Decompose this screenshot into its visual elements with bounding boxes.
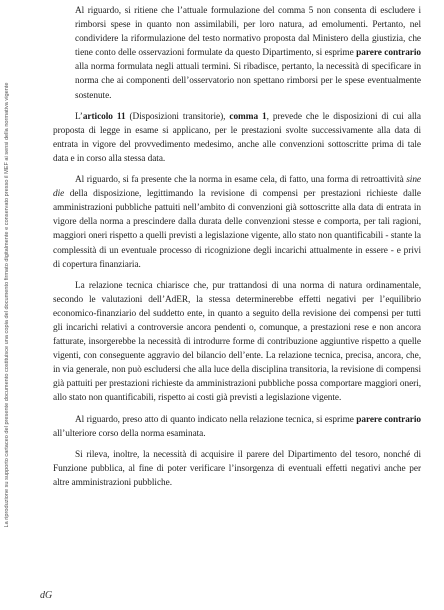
text-run: La relazione tecnica chiarisce che, pur trattandosi di una norma di natura ordinamentale, secondo le valutazioni dell’AdER, la stessa determinerebbe effetti negativi per l’equilibrio economico-finanziario del suddetto ente, in quanto a seguito della revisione dei compensi per tutti gli incarichi relativi a controversie ancora pendenti o, comunque, a prestazioni rese e non ancora fatturate, insorgerebbe la necessità di introdurre forme di contribuzione aggiuntive rispetto a quelle vigenti, con conseguente aggravio del bilancio dell’ente. La relazione tecnica, precisa, ancora, che, in via generale, non può escludersi che alla luce della disciplina transitoria, la revisione di compensi già pattuiti per prestazioni richieste da amministrazioni pubbliche possa comportare maggiori oneri, allo stato non quantificabili, rispetto ai costi già previsti a legislazione vigente. <box>53 280 421 404</box>
bold-run: articolo 11 <box>82 111 126 122</box>
side-margin-note <box>0 0 14 610</box>
paragraph-6 <box>53 448 421 490</box>
footer-initials: dG <box>40 590 53 601</box>
bold-run: parere contrario <box>356 48 421 59</box>
italic-run: sine die <box>53 175 421 200</box>
text-run: Al riguardo, preso atto di quanto indicato nella relazione tecnica, si esprime <box>75 414 357 425</box>
text-run: L’ <box>75 111 83 122</box>
text-run: all’ulteriore corso della norma esaminata. <box>53 428 206 439</box>
paragraph-1 <box>53 4 421 103</box>
text-run: Si rileva, inoltre, la necessità di acquisire il parere del Dipartimento del tesoro, nonché di Funzione pubblica, al fine di poter verificare l’insorgenza di eventuali effetti negativi anche per altre amministrazioni pubbliche. <box>53 449 421 488</box>
text-run: Al riguardo, si fa presente che la norma in esame cela, di fatto, una forma di retroattività <box>75 175 407 186</box>
paragraph-4 <box>53 279 421 406</box>
text-run: della disposizione, legittimando la revisione di compensi per prestazioni richieste dalle amministrazioni pubbliche pattuiti nell’ambito di convenzioni già sottoscritte alla data di entrata in vigore della norma a prescindere dalla durata delle convenzioni stesse e comporta, per tali ragioni, maggiori oneri rispetto a quelli previsti a legislazione vigente, allo stato non quantificabili - stante la complessità di un eventuale processo di ricognizione degli incarichi attualmente in essere - e privi di copertura finanziaria. <box>53 189 421 270</box>
side-margin-note-text: La riproduzione su supporto cartaceo del presente documento costituisce una copia del documento firmato digitalmente e conservato presso il MEF ai sensi della normativa vigente <box>4 82 10 528</box>
text-run: alla norma formulata negli attuali termini. Si ribadisce, pertanto, la necessità di specificare in norma che ai componenti dell’osservatorio non spettano rimborsi per le spese eventualmente sostenute. <box>75 62 421 101</box>
paragraph-5 <box>53 413 421 441</box>
bold-run: parere contrario <box>356 414 422 425</box>
document-body <box>53 4 421 497</box>
text-run: , prevede che le disposizioni di cui alla proposta di legge in esame si applicano, per le prestazioni svolte successivamente alla data di entrata in vigore del provvedimento medesimo, anche alle convenzioni sottoscritte prima di tale data e in corso alla stessa data. <box>53 111 421 164</box>
bold-run: comma 1 <box>229 111 267 122</box>
paragraph-3 <box>53 173 421 272</box>
text-run: (Disposizioni transitorie), <box>125 111 230 122</box>
paragraph-2 <box>53 110 421 166</box>
text-run: Al riguardo, si ritiene che l’attuale formulazione del comma 5 non consenta di escludere i rimborsi spese in quanto non assimilabili, per loro natura, ad emolumenti. Pertanto, nel condividere la riformulazione del testo normativo proposta dal Ministero della giustizia, che tiene conto delle osservazioni formulate da questo Dipartimento, si esprime <box>75 6 421 59</box>
